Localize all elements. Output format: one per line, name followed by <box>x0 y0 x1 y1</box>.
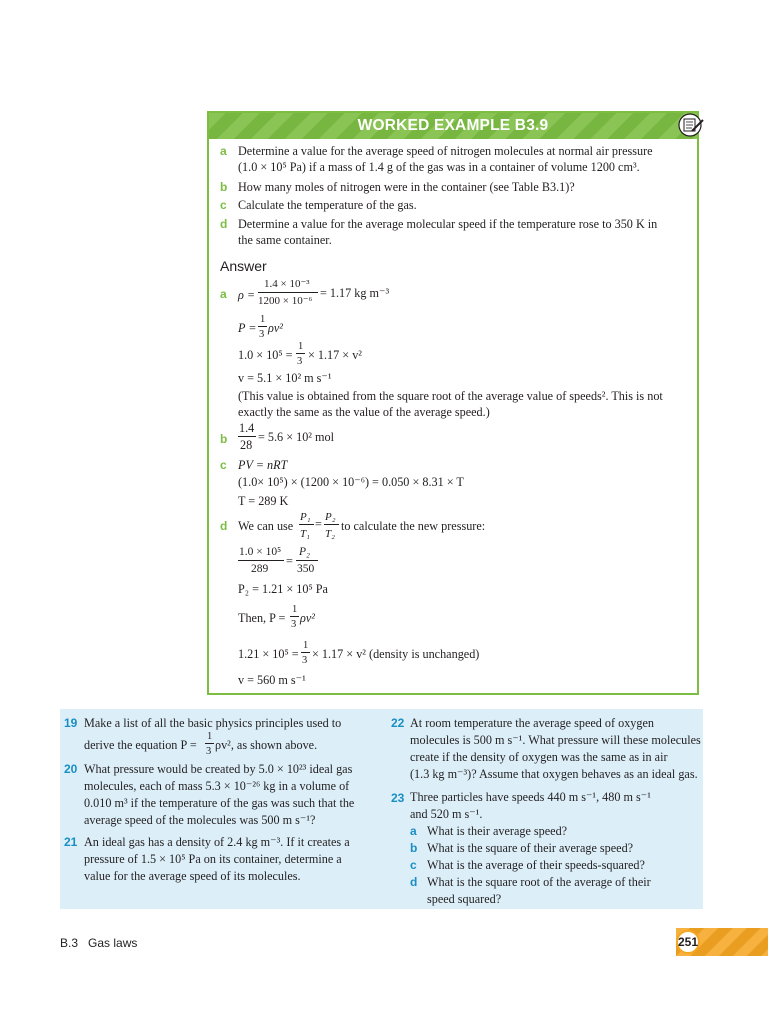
part-label-c: c <box>220 198 227 212</box>
d-then: Then, P = <box>238 611 286 625</box>
third-num-2: 1 <box>298 341 304 352</box>
q23-part-label-d: d <box>410 875 418 889</box>
d-h-den: 350 <box>297 563 315 575</box>
part-label-d: d <box>220 217 228 231</box>
q21-line: value for the average speed of its molecules. <box>84 869 301 883</box>
footer-section-title: B.3 Gas laws <box>60 936 138 950</box>
third-den-1: 3 <box>259 329 265 340</box>
d-intro-tail: to calculate the new pressure: <box>341 519 486 533</box>
q23-part-d-line2: speed squared? <box>427 892 502 906</box>
q19-line1: Make a list of all the basic physics principles used to <box>84 716 342 730</box>
d-f1-bar <box>299 524 314 525</box>
d-eq: = <box>315 517 322 531</box>
third-num-3: 1 <box>292 604 298 615</box>
answer-label-a: a <box>220 287 227 301</box>
d-f2-bar <box>324 524 339 525</box>
third-den-2: 3 <box>297 356 303 367</box>
q22-line: create if the density of oxygen was the same as in air <box>410 750 668 764</box>
q23-part-label-a: a <box>410 824 417 838</box>
part-d-line1: Determine a value for the average molecular speed if the temperature rose to 350 K in <box>238 217 658 231</box>
q21-number: 21 <box>64 835 78 849</box>
answer-label-d: d <box>220 519 228 533</box>
rho-denominator: 1200 × 10⁻⁶ <box>258 295 313 307</box>
d-f2-num: P₂ <box>325 511 336 523</box>
rho-result: = 1.17 kg m⁻³ <box>320 286 390 300</box>
part-a-line1: Determine a value for the average speed of nitrogen molecules at normal air pressure <box>238 144 653 158</box>
b-denominator: 28 <box>240 438 253 452</box>
d-intro: We can use <box>238 519 294 533</box>
q19-number: 19 <box>64 716 78 730</box>
third-num-4: 1 <box>303 640 309 651</box>
third-den-4: 3 <box>302 655 308 666</box>
d-g-den: 289 <box>251 563 269 575</box>
q21-line: pressure of 1.5 × 10⁵ Pa on its container, determine a <box>84 852 342 866</box>
answer-heading: Answer <box>220 258 267 274</box>
d-f1-den: T₁ <box>300 528 310 540</box>
c-line2: (1.0× 10⁵) × (1200 × 10⁻⁶) = 0.050 × 8.31 × T <box>238 475 464 489</box>
q23-part-c: What is the average of their speeds-squared? <box>427 858 645 872</box>
answer-label-b: b <box>220 432 228 446</box>
part-label-a: a <box>220 144 227 158</box>
d-f2-den: T₂ <box>325 528 335 540</box>
note-line1: (This value is obtained from the square root of the average value of speeds². This is not <box>238 389 663 403</box>
d-f1-num: P₁ <box>300 511 311 523</box>
q23-line: and 520 m s⁻¹. <box>410 807 483 821</box>
q19-line2a: derive the equation P = <box>84 738 197 752</box>
q20-line: 0.010 m³ if the temperature of the gas was such that the <box>84 796 355 810</box>
q23-part-d: What is the square root of the average of their <box>427 875 651 889</box>
b-result: = 5.6 × 10² mol <box>258 430 334 444</box>
notepad-pencil-icon <box>676 112 706 138</box>
q22-line: molecules is 500 m s⁻¹. What pressure will these molecules <box>410 733 701 747</box>
q19-frac-num: 1 <box>207 731 213 742</box>
q23-part-a: What is their average speed? <box>427 824 568 838</box>
q19-line2b: ρv², as shown above. <box>215 738 318 752</box>
q23-part-label-b: b <box>410 841 418 855</box>
part-label-b: b <box>220 180 228 194</box>
q20-line: What pressure would be created by 5.0 × 10²³ ideal gas <box>84 762 353 776</box>
q22-line: (1.3 kg m⁻³)? Assume that oxygen behaves as an ideal gas. <box>410 767 698 781</box>
page-number: 251 <box>676 930 700 954</box>
q23-line: Three particles have speeds 440 m s⁻¹, 480 m s⁻¹ <box>410 790 651 804</box>
eq2-lhs: 1.0 × 10⁵ = <box>238 348 293 362</box>
q23-number: 23 <box>391 791 405 805</box>
eq2-rhs: × 1.17 × v² <box>308 348 362 362</box>
p-rhs: ρv² <box>268 321 283 335</box>
d-gh-eq: = <box>286 554 293 568</box>
part-b-line1: How many moles of nitrogen were in the container (see Table B3.1)? <box>238 180 575 194</box>
rho-numerator: 1.4 × 10⁻³ <box>264 278 310 290</box>
v-result-a: v = 5.1 × 10² m s⁻¹ <box>238 371 332 385</box>
d-p2-result: P₂ = 1.21 × 10⁵ Pa <box>238 582 328 596</box>
q21-line: An ideal gas has a density of 2.4 kg m⁻³. If it creates a <box>84 835 350 849</box>
q23-part-label-c: c <box>410 858 417 872</box>
q23-part-b: What is the square of their average speed? <box>427 841 634 855</box>
c-line1: PV = nRT <box>238 458 288 472</box>
third-den-3: 3 <box>291 619 297 630</box>
q19-frac-den: 3 <box>206 746 212 757</box>
q20-line: molecules, each of mass 5.3 × 10⁻²⁶ kg in a volume of <box>84 779 350 793</box>
b-numerator: 1.4 <box>239 421 255 435</box>
p-lhs: P = <box>238 321 257 335</box>
note-line2: exactly the same as the value of the average speed.) <box>238 405 490 419</box>
q22-number: 22 <box>391 716 405 730</box>
d-v-result: v = 560 m s⁻¹ <box>238 673 306 687</box>
part-c-line1: Calculate the temperature of the gas. <box>238 198 417 212</box>
rho-lhs: ρ = <box>238 288 256 302</box>
d-g-num: 1.0 × 10⁵ <box>239 546 282 558</box>
q20-number: 20 <box>64 762 78 776</box>
q22-line: At room temperature the average speed of oxygen <box>410 716 654 730</box>
third-num-1: 1 <box>260 314 266 325</box>
d-then-rhs: ρv² <box>300 611 315 625</box>
q20-line: average speed of the molecules was 500 m s⁻¹? <box>84 813 316 827</box>
d-eq-rhs: × 1.17 × v² (density is unchanged) <box>312 647 480 661</box>
c-line3: T = 289 K <box>238 494 289 508</box>
part-a-line2: (1.0 × 10⁵ Pa) if a mass of 1.4 g of the gas was in a container of volume 1200 cm³. <box>238 160 640 174</box>
d-eq-lhs: 1.21 × 10⁵ = <box>238 647 299 661</box>
part-d-line2: the same container. <box>238 233 332 247</box>
answer-label-c: c <box>220 458 227 472</box>
d-h-num: P₂ <box>299 546 311 558</box>
worked-example-title: WORKED EXAMPLE B3.9 <box>357 117 549 134</box>
